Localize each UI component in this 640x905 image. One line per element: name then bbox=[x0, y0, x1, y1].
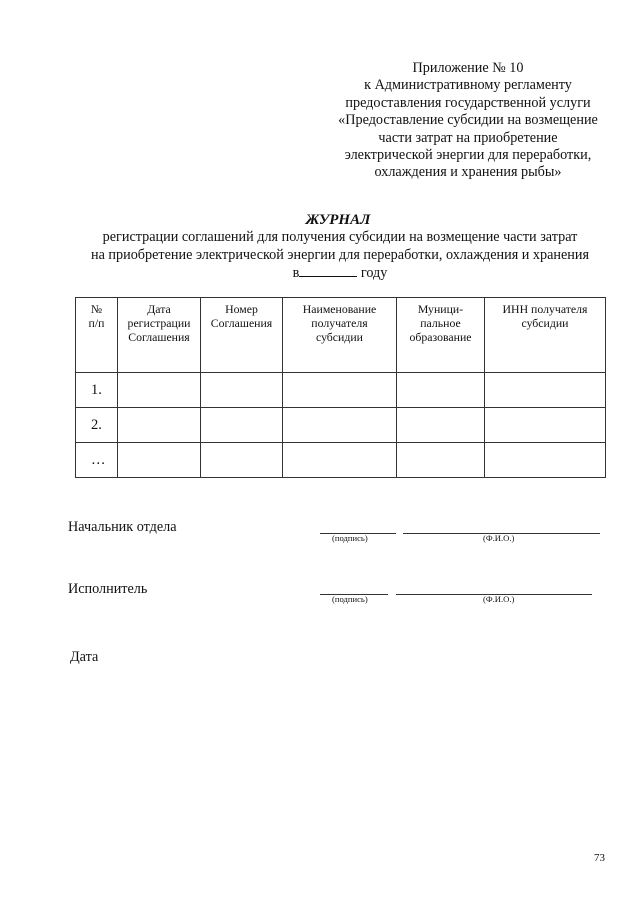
year-blank bbox=[299, 264, 357, 277]
journal-subtitle bbox=[60, 229, 620, 283]
table-cell bbox=[283, 443, 397, 478]
table-cell bbox=[201, 443, 283, 478]
date-label: Дата bbox=[70, 649, 99, 665]
registration-table bbox=[75, 297, 606, 478]
executor-label: Исполнитель bbox=[68, 581, 148, 597]
page-number: 73 bbox=[594, 852, 605, 864]
year-line bbox=[60, 264, 620, 283]
appendix-line: «Предоставление субсидии на возмещение bbox=[338, 112, 598, 129]
table-row bbox=[76, 373, 606, 408]
header-municipality: Муници- пальное образование bbox=[397, 298, 485, 373]
table-cell bbox=[397, 408, 485, 443]
head-signature-hint: (подпись) bbox=[332, 533, 368, 543]
head-of-department-label: Начальник отдела bbox=[68, 519, 177, 535]
subtitle-line: на приобретение электрической энергии для переработки, охлаждения и хранения bbox=[91, 246, 589, 263]
table-cell bbox=[397, 373, 485, 408]
appendix-line: электрической энергии для переработки, bbox=[344, 147, 592, 164]
table-cell bbox=[118, 443, 201, 478]
table-cell bbox=[118, 408, 201, 443]
header-agreement-number: Номер Соглашения bbox=[201, 298, 283, 373]
appendix-line: предоставления государственной услуги bbox=[345, 94, 591, 111]
appendix-line: к Административному регламенту bbox=[364, 77, 572, 94]
table-header-row bbox=[76, 298, 606, 373]
appendix-line: части затрат на приобретение bbox=[378, 129, 558, 146]
row-number-cell: 2. bbox=[76, 408, 118, 443]
table-cell bbox=[201, 373, 283, 408]
table-cell bbox=[485, 373, 606, 408]
appendix-line: Приложение № 10 bbox=[412, 60, 524, 76]
table-row bbox=[76, 443, 606, 478]
table-cell bbox=[283, 373, 397, 408]
header-number: № п/п bbox=[76, 298, 118, 373]
header-registration-date: Дата регистрации Соглашения bbox=[118, 298, 201, 373]
executor-signature-hint: (подпись) bbox=[332, 594, 368, 604]
row-number-cell: … bbox=[76, 443, 118, 478]
header-recipient-name: Наименование получателя субсидии bbox=[283, 298, 397, 373]
head-name-hint: (Ф.И.О.) bbox=[483, 533, 515, 543]
subtitle-line: регистрации соглашений для получения субсидии на возмещение части затрат bbox=[102, 229, 578, 245]
table-cell bbox=[201, 408, 283, 443]
table-row bbox=[76, 408, 606, 443]
executor-name-hint: (Ф.И.О.) bbox=[483, 594, 515, 604]
year-suffix: году bbox=[360, 265, 388, 281]
table-cell bbox=[118, 373, 201, 408]
table-cell bbox=[485, 443, 606, 478]
header-inn: ИНН получателя субсидии bbox=[485, 298, 606, 373]
table-cell bbox=[283, 408, 397, 443]
appendix-line: охлаждения и хранения рыбы» bbox=[374, 164, 562, 181]
table-cell bbox=[485, 408, 606, 443]
row-number-cell: 1. bbox=[76, 373, 118, 408]
appendix-block bbox=[318, 60, 618, 182]
year-prefix: в bbox=[292, 265, 300, 281]
journal-title: ЖУРНАЛ bbox=[305, 212, 371, 228]
table-cell bbox=[397, 443, 485, 478]
